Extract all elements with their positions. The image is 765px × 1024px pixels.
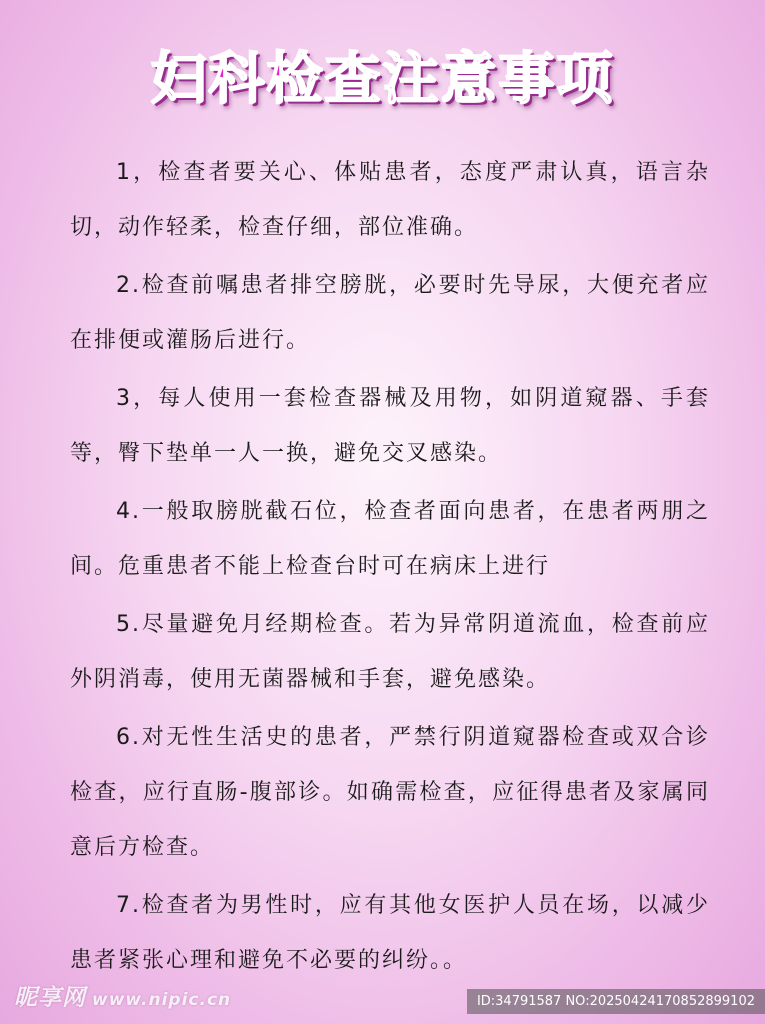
notice-item: 4.一般取膀胱截石位，检查者面向患者，在患者两朋之间。危重患者不能上检查台时可在病床上进行 bbox=[70, 499, 710, 579]
image-id-badge: ID:34791587 NO:20250424170852899102 bbox=[467, 989, 765, 1014]
watermark-logo: 昵享网 bbox=[14, 985, 86, 1011]
site-watermark bbox=[14, 979, 231, 1012]
notice-item: 2.检查前嘱患者排空膀胱，必要时先导尿，大便充者应在排便或灌肠后进行。 bbox=[70, 273, 710, 353]
notice-item: 3，每人使用一套检查器械及用物，如阴道窥器、手套等，臀下垫单一人一换，避免交叉感染。 bbox=[70, 386, 710, 466]
page-title: 妇科检查注意事项 bbox=[150, 47, 615, 112]
notice-item: 1，检查者要关心、体贴患者，态度严肃认真，语言杂切，动作轻柔，检查仔细，部位准确。 bbox=[70, 160, 710, 240]
notice-item: 7.检查者为男性时，应有其他女医护人员在场，以减少患者紧张心理和避免不必要的纠纷。。 bbox=[70, 893, 710, 973]
watermark-url: www.nipic.cn bbox=[92, 990, 232, 1010]
notice-item: 5.尽量避免月经期检查。若为异常阴道流血，检查前应外阴消毒，使用无菌器械和手套，避免感染。 bbox=[70, 612, 710, 692]
notice-item: 6.对无性生活史的患者，严禁行阴道窥器检查或双合诊检查，应行直肠-腹部诊。如确需检查，应征得患者及家属同意后方检查。 bbox=[70, 725, 710, 860]
notice-list bbox=[70, 145, 710, 991]
